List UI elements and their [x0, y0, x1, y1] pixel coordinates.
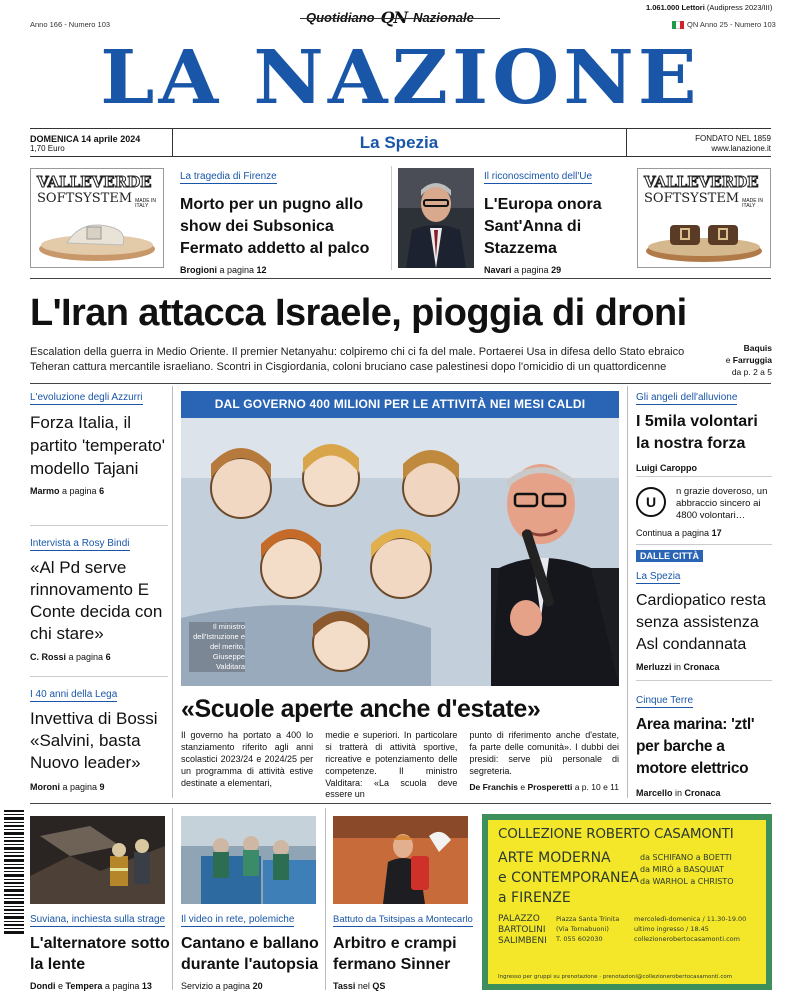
center-body — [181, 730, 619, 801]
story-headline[interactable]: Invettiva di Bossi «Salvini, basta Nuovo leader» — [30, 709, 158, 772]
issue-left: Anno 166 - Numero 103 — [30, 20, 111, 29]
ad-title: COLLEZIONE ROBERTO CASAMONTI — [498, 826, 734, 842]
issue-right: QN Anno 25 - Numero 103 — [672, 20, 776, 29]
ad-line-2: e CONTEMPORANEA — [498, 870, 639, 886]
story-area-marina[interactable] — [636, 690, 776, 798]
story-byline: C. Rossi a pagina 6 — [30, 652, 111, 662]
ad-venue-2: BARTOLINI — [498, 925, 546, 935]
story-cardiopatico[interactable] — [636, 566, 772, 672]
section-label[interactable]: Il riconoscimento dell'Ue — [484, 171, 593, 182]
ad-hours-1: mercoledì-domenica / 11.30-19.00 — [634, 915, 747, 923]
teaser-byline: Navari a pagina 29 — [484, 265, 562, 275]
photo-sinner — [333, 816, 468, 904]
ad-artists-1: da SCHIFANO a BOETTI — [640, 853, 732, 862]
issue-price: 1,70 Euro — [30, 144, 65, 153]
teaser-byline: Brogioni a pagina 12 — [180, 265, 267, 275]
ad-address-2: (Via Tornabuoni) — [556, 925, 609, 933]
story-byline: Moroni a pagina 9 — [30, 782, 105, 792]
ad-venue-1: PALAZZO — [498, 914, 540, 924]
section-label[interactable]: La tragedia di Firenze — [180, 171, 277, 182]
story-byline: Dondi e Tempera a pagina 13 — [30, 981, 152, 991]
teaser-headline[interactable]: L'Europa onora Sant'Anna di Stazzema — [484, 196, 602, 257]
dalle-citta-badge: DALLE CITTÀ — [636, 550, 703, 562]
barcode — [4, 808, 24, 934]
story-author: Luigi Caroppo — [636, 463, 697, 473]
story-headline[interactable]: «Al Pd serve rinnovamento E Conte decida con chi stare» — [30, 558, 163, 643]
story-headline[interactable]: L'alternatore sotto la lente — [30, 935, 170, 973]
teaser-stazzema[interactable] — [484, 166, 624, 275]
story-volontari[interactable] — [636, 387, 772, 473]
readers: 1.061.000 Lettori (Audipress 2023/III) — [646, 3, 773, 12]
story-autopsia[interactable] — [181, 909, 323, 991]
ad-valleverde-right[interactable]: VALLEVERDE SOFTSYSTEM MADE IN ITALY — [637, 168, 771, 268]
teaser-headline[interactable]: Morto per un pugno allo show dei Subsonica Fermato addetto al palco — [180, 196, 370, 257]
section-label[interactable]: Cinque Terre — [636, 695, 694, 706]
brand-right: Nazionale — [413, 10, 474, 25]
story-headline[interactable]: Cardiopatico resta senza assistenza Asl condannata — [636, 592, 766, 653]
section-label[interactable]: I 40 anni della Lega — [30, 689, 118, 700]
section-label[interactable]: Battuto da Tsitsipas a Montecarlo — [333, 914, 473, 925]
ad-brand-top: VALLEVERDE — [644, 173, 759, 191]
continue-link[interactable]: Continua a pagina 17 — [636, 528, 722, 538]
center-headline[interactable]: «Scuole aperte anche d'estate» — [181, 695, 541, 723]
ad-line-1: ARTE MODERNA — [498, 850, 611, 866]
story-forza-italia[interactable] — [30, 387, 168, 496]
top-strip — [0, 0, 801, 28]
brand-left: Quotidiano — [306, 10, 375, 25]
photo-suviana — [30, 816, 165, 904]
body-col-2: medie e superiori. In particolare si tratterà di attività sportive, ricreative e potenziamento delle competenze. Il ministro Valditara: «La scuola deve essere un — [325, 730, 458, 800]
story-byline: Merluzzi in Cronaca — [636, 662, 720, 672]
ad-valleverde-left[interactable]: VALLEVERDE SOFTSYSTEM MADE IN ITALY — [30, 168, 164, 268]
section-label[interactable]: Il video in rete, polemiche — [181, 914, 295, 925]
story-byline: Marmo a pagina 6 — [30, 486, 105, 496]
story-headline[interactable]: Cantano e ballano durante l'autopsia — [181, 935, 319, 973]
ad-footer: Ingresso per gruppi su prenotazione · prenotazioni@collezionerobertocasamonti.com — [498, 974, 733, 980]
photo-caption: Il ministro dell'Istruzione e del merito, Giuseppe Valditara — [189, 622, 245, 672]
barcode-icon — [4, 808, 24, 934]
center-banner[interactable]: DAL GOVERNO 400 MILIONI PER LE ATTIVITÀ NEI MESI CALDI — [181, 391, 619, 418]
ad-venue-3: SALIMBENI — [498, 936, 547, 946]
ad-artists-2: da MIRÓ a BASQUIAT — [640, 865, 724, 874]
story-lega[interactable] — [30, 684, 170, 792]
center-byline: De Franchis e Prosperetti a p. 10 e 11 — [469, 781, 619, 792]
ad-hours-2: ultimo ingresso / 18.45 — [634, 925, 709, 933]
story-byline: Tassi nel QS — [333, 981, 386, 991]
lead-summary: Escalation della guerra in Medio Oriente. Il premier Netanyahu: colpiremo chi ci fa del male. Portaerei Usa in difesa dello Stato ebraico Teheran cattura mercantile israeliano. Scontri in Cisgiordania, coloni bruciano case palestinesi dopo l'omicidio di un quattordicenne — [30, 346, 685, 373]
section-label[interactable]: Intervista a Rosy Bindi — [30, 538, 130, 549]
photo-minister — [398, 168, 474, 268]
sandal-image — [638, 209, 770, 267]
founded: FONDATO NEL 1859 — [695, 134, 771, 143]
story-suviana[interactable] — [30, 909, 170, 991]
ad-address-1: Piazza Santa Trinita — [556, 915, 620, 923]
story-headline[interactable]: I 5mila volontari la nostra forza — [636, 413, 758, 452]
ad-artists-3: da WARHOL a CHRISTO — [640, 877, 734, 886]
body-col-3: punto di riferimento anche d'estate, fa parte delle comunità». I dubbi dei presidi: serve più personale di segreteria. — [469, 730, 619, 776]
ad-phone: T. 055 602030 — [556, 935, 603, 943]
issue-date: DOMENICA 14 aprile 2024 — [30, 134, 141, 144]
ad-line-3: a FIRENZE — [498, 890, 571, 906]
ad-site[interactable]: collezionerobertocasamonti.com — [634, 935, 740, 943]
sandal-image — [31, 209, 163, 267]
ad-inner — [488, 820, 766, 984]
lead-headline[interactable]: L'Iran attacca Israele, pioggia di droni — [30, 292, 687, 334]
dropcap-u: U — [636, 487, 666, 517]
story-headline[interactable]: Area marina: 'ztl' per barche a motore elettrico — [636, 716, 755, 777]
section-label[interactable]: Gli angeli dell'alluvione — [636, 392, 738, 403]
photo-autopsia — [181, 816, 316, 904]
photo-school-drawing — [181, 418, 619, 686]
teaser-firenze[interactable] — [180, 166, 386, 275]
story-byline: Servizio a pagina 20 — [181, 981, 263, 991]
story-bindi[interactable] — [30, 533, 170, 662]
section-label[interactable]: La Spezia — [636, 571, 681, 582]
site-link[interactable]: www.lanazione.it — [711, 144, 771, 153]
volontari-body: n grazie doveroso, un abbraccio sincero ai 4800 volontari… — [676, 486, 768, 521]
body-col-1: Il governo ha portato a 400 lo stanziamento riferito agli anni scolastici 2023/24 e 2024/25 per un programma di attività estive destinate a elementari, — [181, 730, 314, 788]
edition-name[interactable]: La Spezia — [359, 133, 439, 152]
lead-byline: Baquis e Farruggia da p. 2 a 5 — [725, 343, 772, 377]
story-byline: Marcello in Cronaca — [636, 788, 721, 798]
ad-casamonti[interactable] — [482, 814, 772, 990]
section-label[interactable]: Suviana, inchiesta sulla strage — [30, 914, 166, 925]
ad-brand-top: VALLEVERDE — [37, 173, 152, 191]
story-headline[interactable]: Arbitro e crampi fermano Sinner — [333, 935, 457, 973]
section-label[interactable]: L'evoluzione degli Azzurri — [30, 392, 143, 403]
italy-flag-icon — [672, 21, 684, 29]
qn-logo: QN — [380, 8, 408, 27]
masthead-title[interactable]: LA NAZIONE — [100, 35, 701, 121]
story-sinner[interactable] — [333, 909, 473, 991]
story-headline[interactable]: Forza Italia, il partito 'temperato' modello Tajani — [30, 413, 166, 478]
